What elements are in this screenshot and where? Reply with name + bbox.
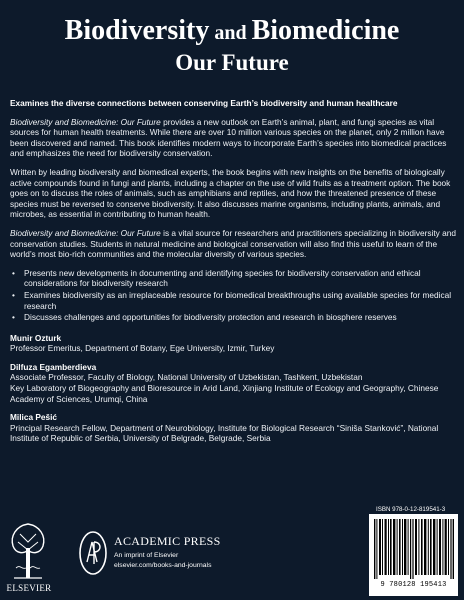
lead-sentence: Examines the diverse connections between conserving Earth’s biodiversity and human healthcare bbox=[10, 98, 398, 108]
description-paragraph-1 bbox=[10, 117, 456, 159]
publisher-imprint: An imprint of Elsevier bbox=[114, 552, 179, 559]
elsevier-tree-logo-icon bbox=[8, 520, 48, 582]
author-affiliation: Associate Professor, Faculty of Biology, National University of Uzbekistan, Tashkent, Uzbekistan Key Laboratory of Biogeography and Bioresource in Arid Land, Xinjiang Institute of Ecology and Geography, Chinese Academy of Sciences, Urumqi, China bbox=[10, 372, 439, 404]
isbn-label: ISBN 978-0-12-819541-3 bbox=[376, 506, 446, 513]
author-affiliation: Professor Emeritus, Department of Botany, Ege University, Izmir, Turkey bbox=[10, 343, 275, 354]
isbn-barcode bbox=[369, 514, 458, 596]
book-subtitle: Our Future bbox=[175, 50, 289, 75]
author-name: Munir Ozturk bbox=[10, 332, 62, 343]
author-block bbox=[10, 412, 456, 444]
description-text-3: is a vital source for researchers and practitioners specializing in biodiversity and conservation studies. Students in natural medicine and biological conservation will also find this useful to learn of the world’s most bio-rich communities and the molecular diversity of various species. bbox=[10, 227, 456, 260]
book-title-italic: Biodiversity and Biomedicine: Our Future bbox=[10, 227, 161, 238]
author-name: Dilfuza Egamberdieva bbox=[10, 361, 97, 372]
description-paragraph-2: Written by leading biodiversity and biomedical experts, the book begins with new insights on the benefits of biologically active compounds found in fungi and plants, including a chapter on the use of wild fruits as a treatment option. The book goes on to discuss the roles of animals, such as amphibians and reptiles, and how the threatened presence of these species must be reversed to conserve biodiversity. It also discusses marine organisms, including plants, animals, and microbes, as essential in contributing to human health. bbox=[10, 166, 451, 220]
feature-item: • Discusses challenges and opportunities for biodiversity protection and research in biosphere reserves bbox=[10, 312, 456, 323]
author-affiliation: Principal Research Fellow, Department of Neurobiology, Institute for Biological Research “Siniša Stanković”, National Institute of Republic of Serbia, University of Belgrade, Belgrade, Serbia bbox=[10, 422, 439, 444]
author-name: Milica Pešić bbox=[10, 412, 58, 423]
feature-item: • Examines biodiversity as an irreplaceable resource for biomedical breakthroughs using available species for medical research bbox=[10, 290, 456, 311]
book-title-italic: Biodiversity and Biomedicine: Our Future bbox=[10, 116, 161, 127]
title-word-and: and bbox=[209, 22, 252, 44]
author-block bbox=[10, 362, 456, 404]
feature-list bbox=[10, 268, 456, 323]
book-title bbox=[0, 14, 464, 50]
description-text-1: provides a new outlook on Earth’s animal, plant, and fungi species as vital sources for human health treatments. While there are over 10 million various species on the planet, only 2 million have been discovered and named. This book identifies modern ways to incorporate Earth’s species into biomedical practices and emphasizes the need for biodiversity conservation. bbox=[10, 116, 447, 159]
feature-item: • Presents new developments in documenting and identifying species for biodiversity conservation and ethical considerations for biodiversity research bbox=[10, 268, 456, 289]
publisher-url: elsevier.com/books-and-journals bbox=[114, 562, 212, 569]
title-word-biodiversity: Biodiversity bbox=[64, 15, 210, 46]
barcode-digits: 9 780128 195413 bbox=[380, 581, 447, 589]
title-word-biomedicine: Biomedicine bbox=[251, 15, 400, 46]
elsevier-wordmark: ELSEVIER bbox=[6, 583, 52, 593]
author-block bbox=[10, 333, 456, 354]
academic-press-logo-icon bbox=[78, 530, 108, 576]
description-paragraph-3 bbox=[10, 228, 456, 260]
barcode-icon bbox=[374, 519, 454, 579]
back-cover-text bbox=[10, 98, 456, 452]
publisher-name: ACADEMIC PRESS bbox=[114, 534, 221, 548]
